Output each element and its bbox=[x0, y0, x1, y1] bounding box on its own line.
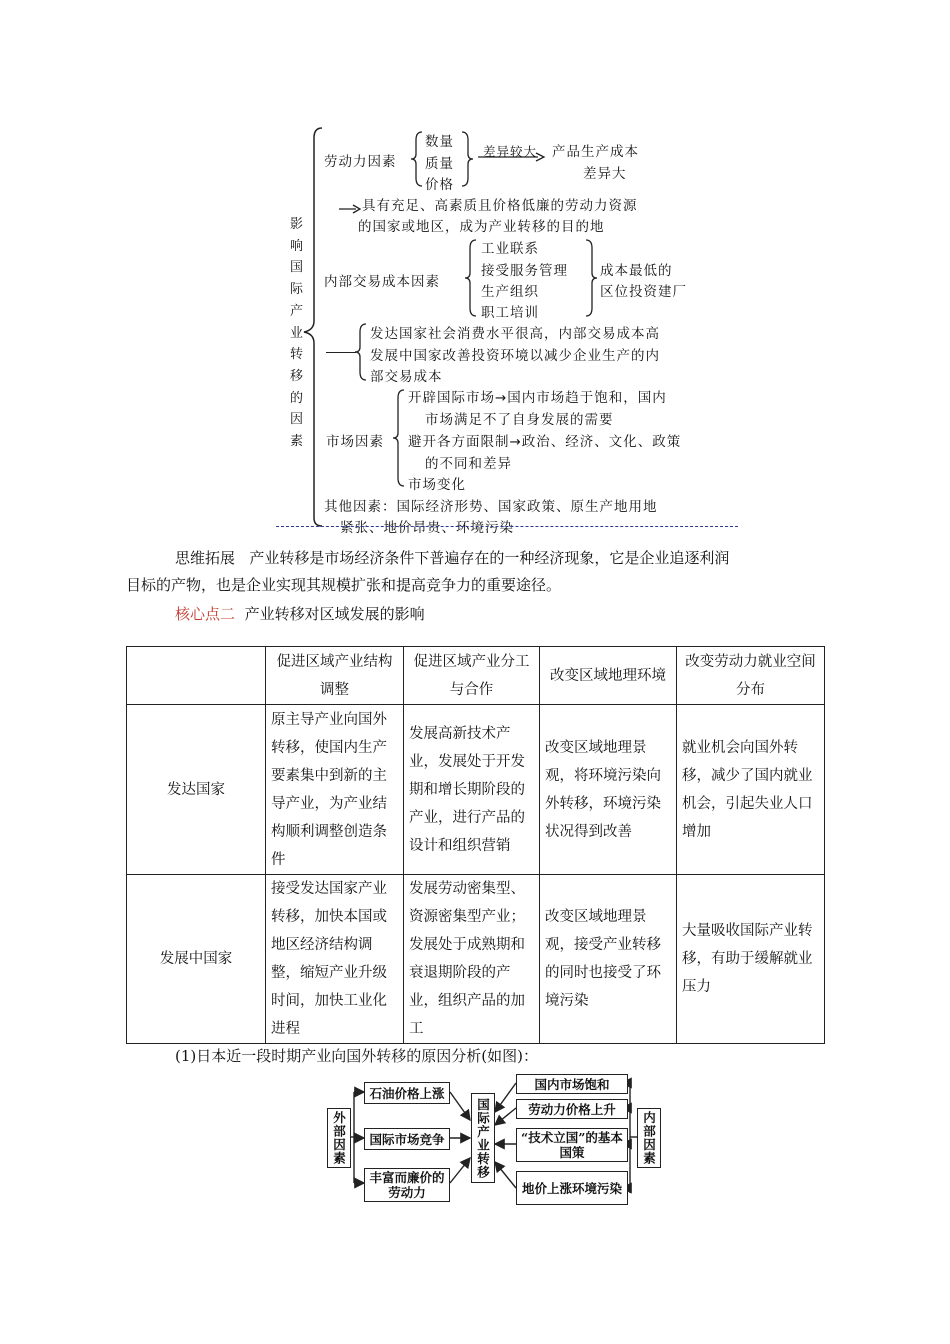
labor-diff: 差异较大 bbox=[483, 144, 538, 159]
header-cell: 改变劳动力就业空间分布 bbox=[677, 647, 825, 705]
core-heading bbox=[175, 603, 425, 624]
header-cell-empty bbox=[127, 647, 266, 705]
figure-caption: (1)日本近一段时期产业向国外转移的原因分析(如图)： bbox=[175, 1047, 538, 1065]
row-label: 发展中国家 bbox=[127, 875, 266, 1044]
table-cell: 改变区域地理景观，将环境污染向外转移，环境污染状况得到改善 bbox=[540, 705, 677, 875]
market-item: 市场变化 bbox=[408, 477, 466, 493]
labor-item: 数量 bbox=[425, 134, 454, 150]
market-factor: 市场因素 bbox=[326, 434, 384, 450]
labor-brace bbox=[410, 130, 424, 188]
table-row bbox=[127, 875, 825, 1044]
para-text: 产业转移是市场经济条件下普遍存在的一种经济现象，它是企业追逐利润 bbox=[249, 549, 730, 567]
flow-right-item: “技术立国”的基本国策 bbox=[516, 1128, 628, 1162]
table-cell: 原主导产业向国外转移，使国内生产要素集中到新的主导产业，为产业结构顺利调整创造条件 bbox=[266, 705, 404, 875]
row-label: 发达国家 bbox=[127, 705, 266, 875]
market-item: 的不同和差异 bbox=[425, 456, 512, 472]
tx-result: 成本最低的 bbox=[600, 263, 673, 279]
core-title: 产业转移对区域发展的影响 bbox=[244, 605, 425, 623]
arrow-icon bbox=[338, 204, 362, 214]
table-cell: 发展高新技术产业，发展处于开发期和增长期阶段的产业，进行产品的设计和组织营销 bbox=[404, 705, 540, 875]
root-label: 影响国际产业转移的因素 bbox=[289, 217, 304, 450]
flow-left-item: 丰富而廉价的劳动力 bbox=[364, 1168, 450, 1202]
labor-item: 质量 bbox=[425, 156, 454, 172]
tx-item: 职工培训 bbox=[481, 305, 539, 321]
flow-right-item: 国内市场饱和 bbox=[516, 1074, 628, 1094]
external-factors-box: 外部因素 bbox=[327, 1108, 351, 1168]
tx-result: 区位投资建厂 bbox=[600, 284, 687, 300]
labor-factor: 劳动力因素 bbox=[324, 154, 397, 170]
internal-factors-box: 内部因素 bbox=[637, 1108, 661, 1168]
header-cell: 促进区域产业分工与合作 bbox=[404, 647, 540, 705]
table-header-row bbox=[127, 647, 825, 705]
flow-right-item: 地价上涨环境污染 bbox=[516, 1171, 628, 1205]
table-cell: 大量吸收国际产业转移，有助于缓解就业压力 bbox=[677, 875, 825, 1044]
table-cell: 发展劳动密集型、资源密集型产业；发展处于成熟期和衰退期阶段的产业，组织产品的加工 bbox=[404, 875, 540, 1044]
market-brace bbox=[392, 388, 406, 488]
labor-note: 的国家或地区，成为产业转移的目的地 bbox=[358, 219, 605, 235]
table-cell: 就业机会向国外转移，减少了国内就业机会，引起失业人口增加 bbox=[677, 705, 825, 875]
labor-result: 差异大 bbox=[583, 166, 627, 182]
para-line-1 bbox=[175, 547, 729, 568]
labor-close-brace bbox=[460, 130, 474, 188]
para-line-2: 目标的产物，也是企业实现其规模扩张和提高竞争力的重要途径。 bbox=[126, 576, 562, 594]
tx-note: 发展中国家改善投资环境以减少企业生产的内 bbox=[370, 348, 660, 364]
tx-item: 接受服务管理 bbox=[481, 263, 568, 279]
impact-table bbox=[126, 646, 825, 1044]
market-item: 市场满足不了自身发展的需要 bbox=[425, 412, 614, 428]
para-lead: 思维拓展 bbox=[175, 549, 236, 567]
header-cell: 改变区域地理环境 bbox=[540, 647, 677, 705]
tx-item: 工业联系 bbox=[481, 241, 539, 257]
flow-left-item: 石油价格上涨 bbox=[364, 1082, 450, 1104]
dashed-divider bbox=[276, 526, 738, 527]
other-factor: 其他因素：国际经济形势、国家政策、原生产地用地 bbox=[324, 499, 658, 515]
tx-close-brace bbox=[584, 238, 598, 318]
market-item: 开辟国际市场→国内市场趋于饱和，国内 bbox=[408, 390, 667, 406]
flow-left-item: 国际市场竞争 bbox=[364, 1128, 450, 1150]
labor-item: 价格 bbox=[425, 177, 454, 193]
market-item: 避开各方面限制→政治、经济、文化、政策 bbox=[408, 434, 682, 450]
tx-brace bbox=[464, 238, 478, 318]
other-factor: 紧张、地价昂贵、环境污染 bbox=[340, 520, 514, 536]
labor-result: 产品生产成本 bbox=[552, 144, 639, 160]
tx-item: 生产组织 bbox=[481, 284, 539, 300]
header-cell: 促进区域产业结构调整 bbox=[266, 647, 404, 705]
table-row bbox=[127, 705, 825, 875]
main-brace bbox=[300, 126, 330, 528]
tx-note: 发达国家社会消费水平很高，内部交易成本高 bbox=[370, 326, 660, 342]
flow-right-item: 劳动力价格上升 bbox=[516, 1099, 628, 1119]
core-label: 核心点二 bbox=[175, 605, 236, 623]
table-cell: 改变区域地理景观，接受产业转移的同时也接受了环境污染 bbox=[540, 875, 677, 1044]
table-cell: 接受发达国家产业转移，加快本国或地区经济结构调整，缩短产业升级时间，加快工业化进程 bbox=[266, 875, 404, 1044]
tx-factor: 内部交易成本因素 bbox=[324, 274, 440, 290]
tx-note: 部交易成本 bbox=[370, 369, 443, 385]
center-box: 国际产业转移 bbox=[471, 1093, 495, 1183]
labor-note: 具有充足、高素质且价格低廉的劳动力资源 bbox=[362, 198, 638, 214]
dash-line bbox=[326, 352, 356, 353]
tx-note-brace bbox=[354, 322, 368, 382]
